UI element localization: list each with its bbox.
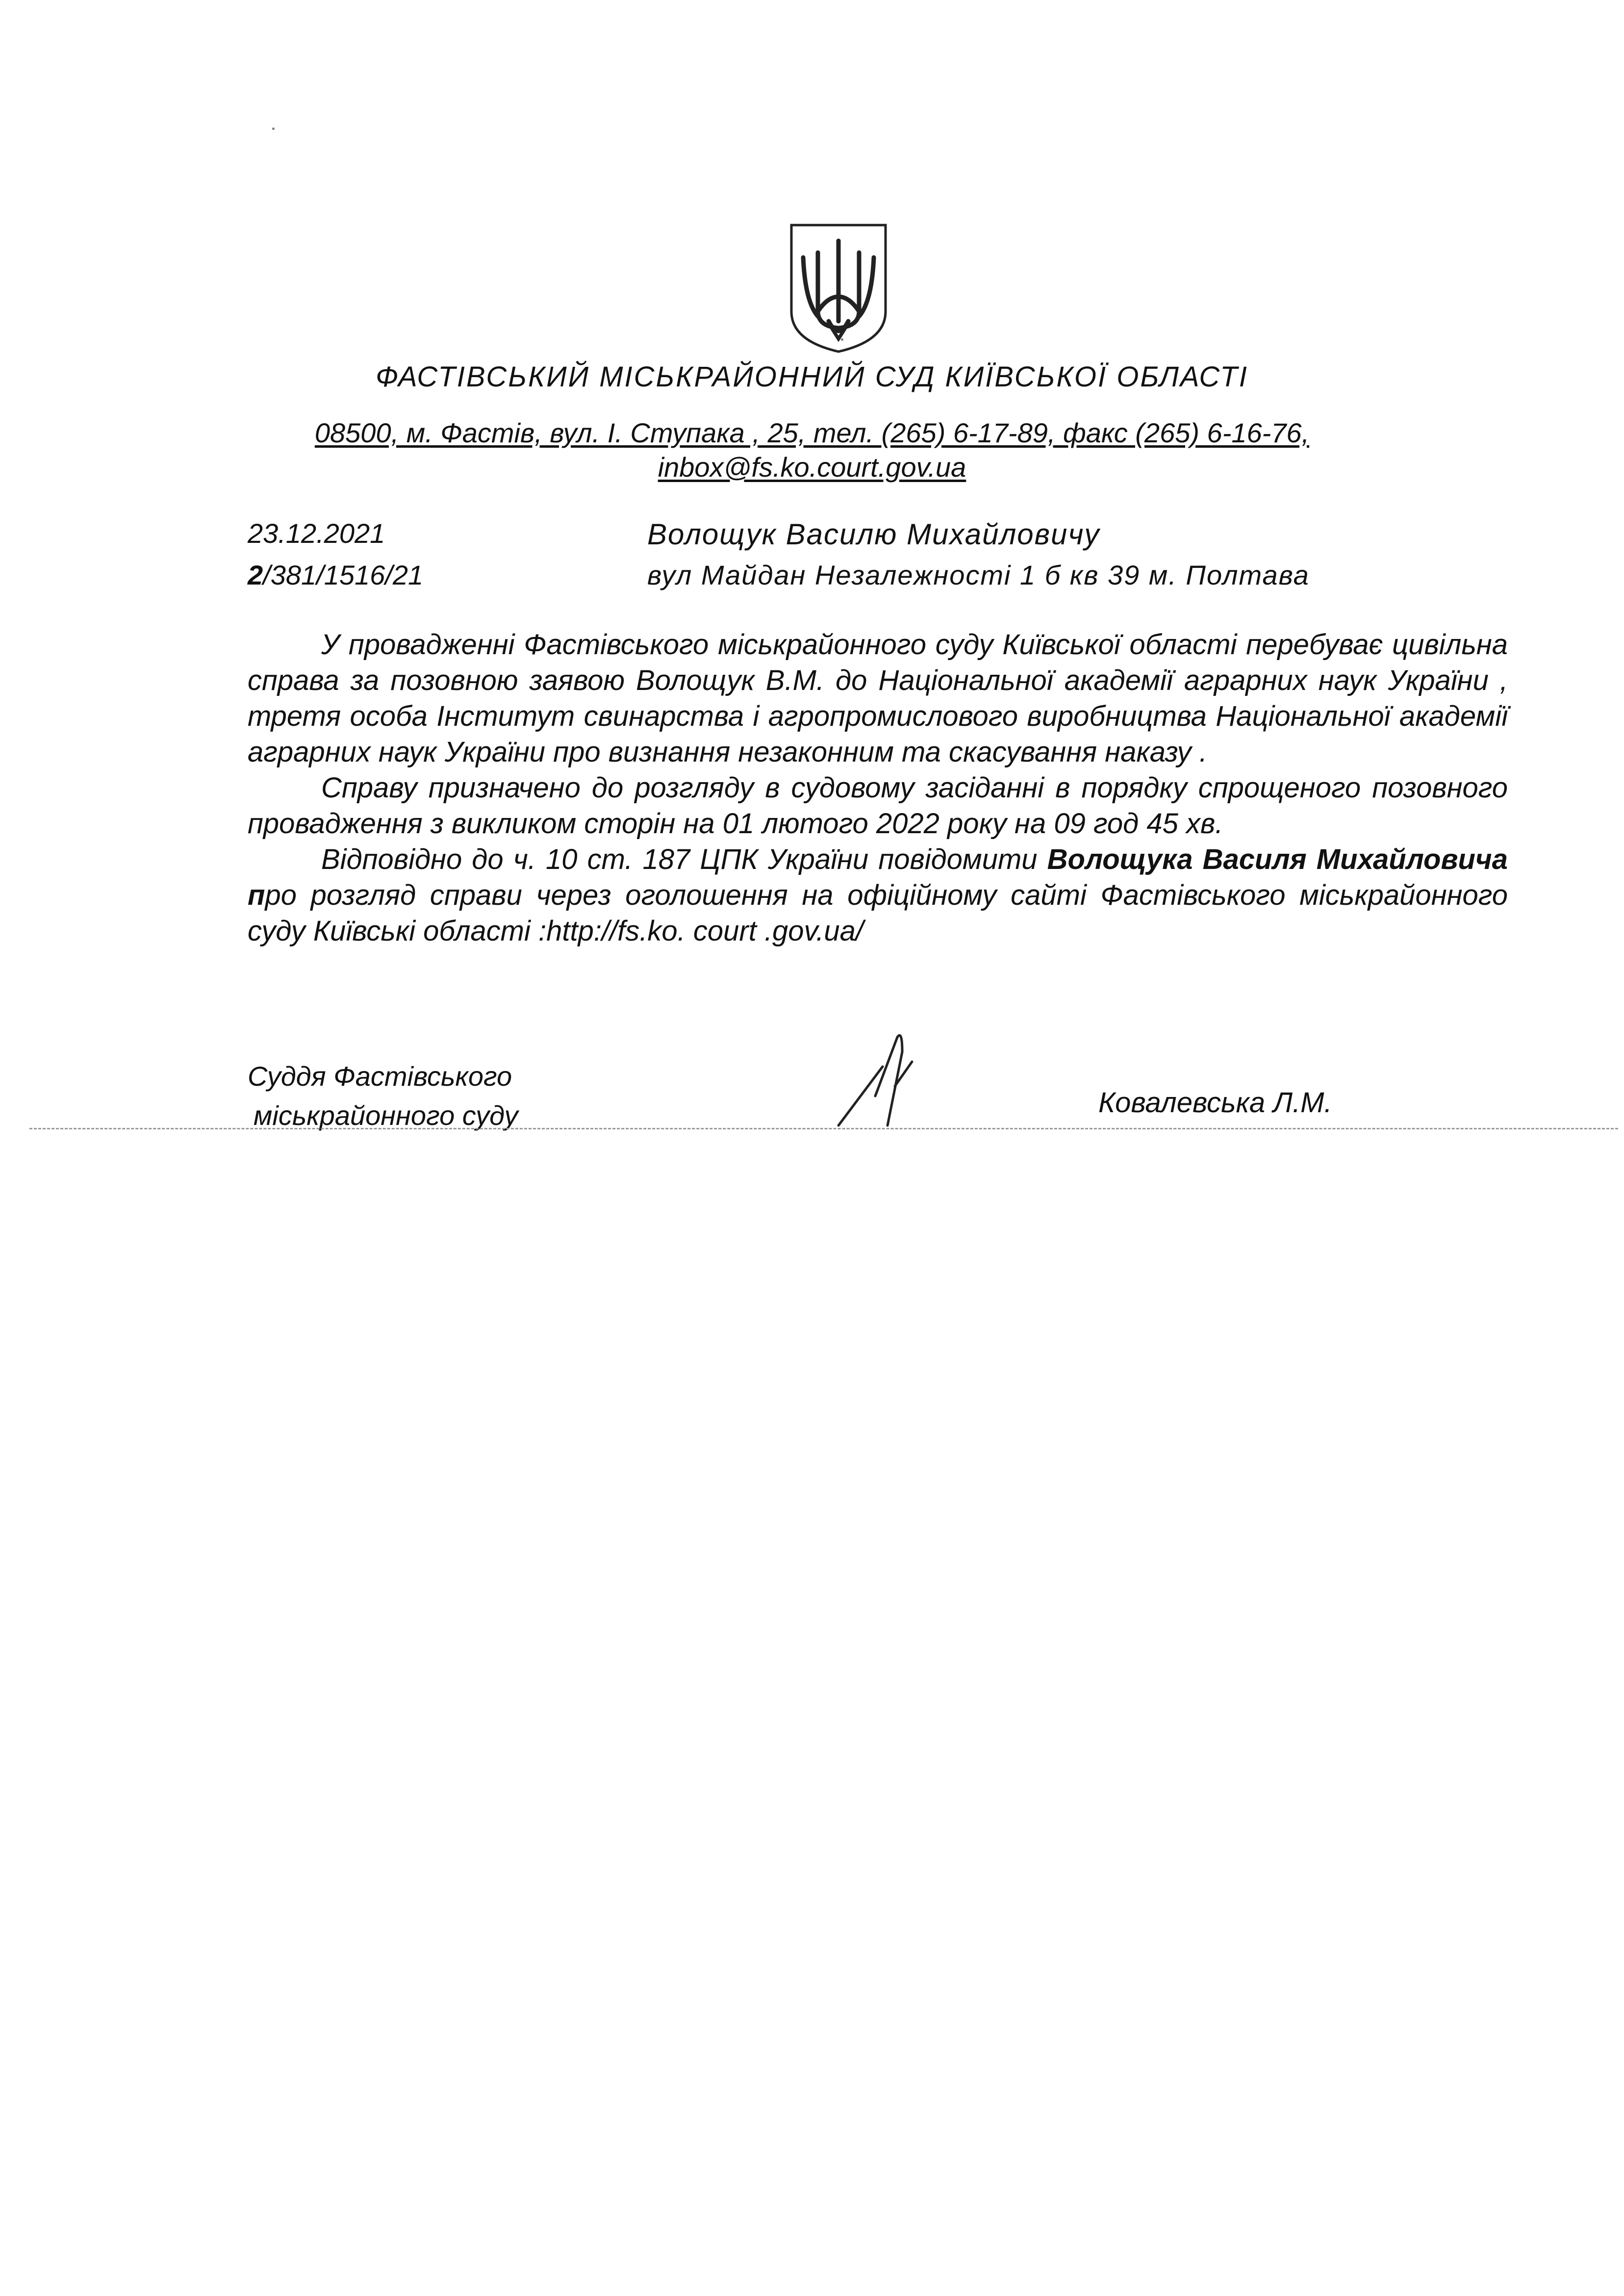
addressee-address: вул Майдан Незалежності 1 б кв 39 м. Полтава: [647, 560, 1310, 590]
address-line: 08500, м. Фастів, вул. І. Ступака , 25, тел. (265) 6-17-89, факс (265) 6-16-76,: [314, 417, 1310, 448]
case-number-rest: /381/1516/21: [263, 560, 424, 590]
letter-body: [248, 627, 1508, 949]
defendant-name: Волощука Василя Михайловича: [1047, 843, 1508, 875]
judge-title-line-1: Суддя Фастівського: [248, 1061, 512, 1092]
paragraph-3-bold-letter: п: [248, 879, 265, 911]
trident-icon: [788, 223, 888, 354]
body-paragraph-2: Справу призначено до розгляду в судовому засіданні в порядку спрощеного позовного провадження з викликом сторін на 01 лютого 2022 року на 09 год 45 хв.: [248, 772, 1508, 840]
body-paragraph-1: У провадженні Фастівського міськрайонного суду Київської області перебуває цивільна справа за позовною заявою Волощук В.М. до Національної академії аграрних наук України , третя особа Інститут свинарства і агропромислового виробництва Національної академії аграрних наук України про визнання незаконним та скасування наказу .: [248, 629, 1508, 768]
court-address: [0, 416, 1624, 485]
judge-name: Ковалевська Л.М.: [1098, 1087, 1332, 1119]
paragraph-3-start: Відповідно до ч. 10 ст. 187 ЦПК України повідомити: [321, 843, 1047, 875]
scan-artifact-dot: [841, 338, 843, 341]
court-name: ФАСТІВСЬКИЙ МІСЬКРАЙОННИЙ СУД КИЇВСЬКОЇ ОБЛАСТІ: [376, 361, 1248, 393]
judge-title: [248, 1057, 518, 1135]
handwritten-signature: [829, 1032, 927, 1130]
scan-artifact-line: [29, 1128, 1618, 1129]
coat-of-arms-emblem: [788, 223, 888, 354]
addressee-name: Волощук Василю Михайловичу: [647, 518, 1100, 551]
case-number-prefix: 2: [248, 560, 263, 590]
paragraph-3-end: ро розгляд справи через оголошення на офіційному сайті Фастівського міськрайонного суду Київські області :http://fs.ko. court .gov.ua/: [248, 879, 1508, 947]
body-paragraph-3: [248, 842, 1508, 949]
email-address: inbox@fs.ko.court.gov.ua: [658, 452, 966, 483]
scan-artifact-dot: [272, 128, 275, 130]
judge-title-line-2: міськрайонного суду: [254, 1100, 518, 1131]
document-date: 23.12.2021: [248, 518, 385, 549]
case-number: [248, 559, 423, 591]
